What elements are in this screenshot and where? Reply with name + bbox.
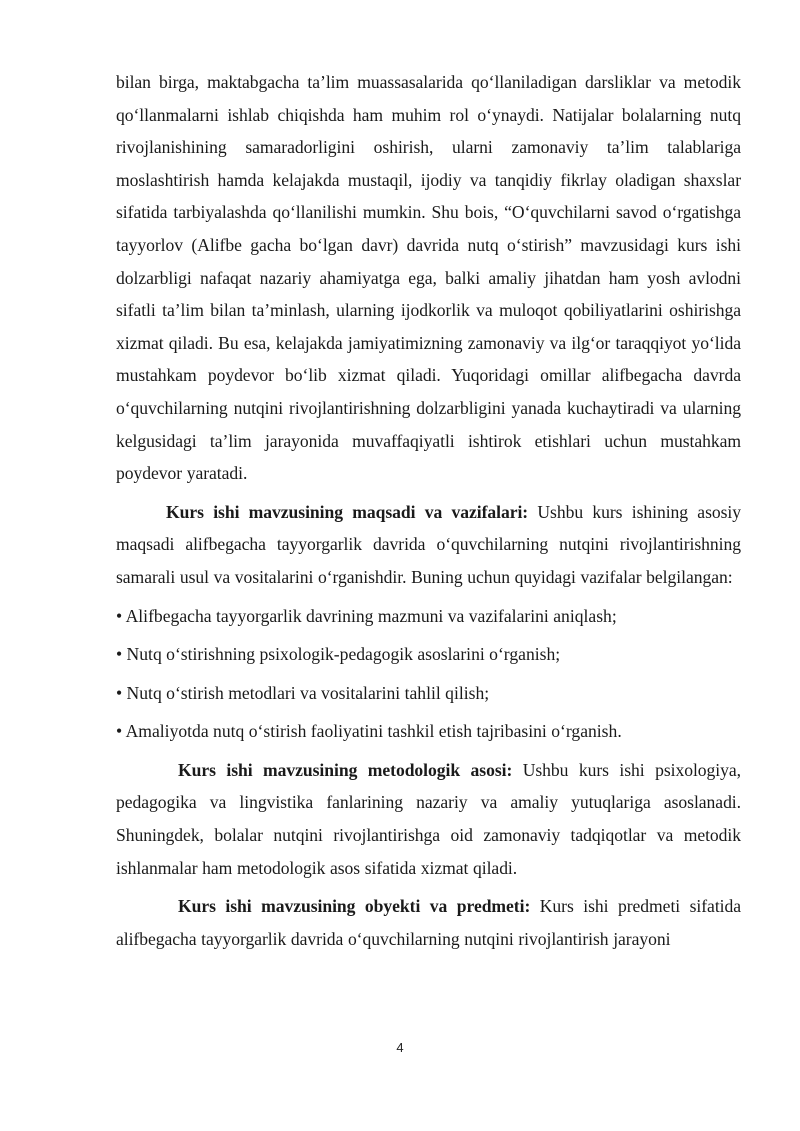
bullet-item: • Amaliyotda nutq o‘stirish faoliyatini tashkil etish tajribasini o‘rganish. <box>116 721 622 742</box>
object-paragraph <box>116 890 741 955</box>
goals-text: Ushbu kurs ishining asosiy maqsadi alifbegacha tayyorgarlik davrida o‘quvchilarning nutqini rivojlantirishning samarali usul va vositalarini o‘rganishdir. Buning uchun quyidagi vazifalar belgilangan: <box>116 501 741 587</box>
bullet-item: • Nutq o‘stirishning psixologik-pedagogik asoslarini o‘rganish; <box>116 644 561 665</box>
document-page <box>116 66 741 955</box>
methodology-text: Ushbu kurs ishi psixologiya, pedagogika va lingvistika fanlarining nazariy va amaliy yutuqlariga asoslanadi. Shuningdek, bolalar nutqini rivojlantirishga oid zamonaviy tadqiqotlar va metodik ishlanmalar ham metodologik asos sifatida xizmat qiladi. <box>116 759 741 878</box>
goals-heading: Kurs ishi mavzusining maqsadi va vazifalari: <box>166 501 529 522</box>
object-text: Kurs ishi predmeti sifatida alifbegacha tayyorgarlik davrida o‘quvchilarning nutqini rivojlantirish jarayoni <box>116 896 741 949</box>
page-number: 4 <box>396 1040 404 1055</box>
bullet-item: • Nutq o‘stirish metodlari va vositalarini tahlil qilish; <box>116 682 490 703</box>
object-heading: Kurs ishi mavzusining obyekti va predmeti: <box>178 896 531 917</box>
goals-paragraph <box>116 496 741 594</box>
bullet-item: • Alifbegacha tayyorgarlik davrining mazmuni va vazifalarini aniqlash; <box>116 605 617 626</box>
methodology-paragraph <box>116 754 741 884</box>
methodology-heading: Kurs ishi mavzusining metodologik asosi: <box>178 759 513 780</box>
intro-paragraph: bilan birga, maktabgacha ta’lim muassasalarida qo‘llaniladigan darsliklar va metodik qo‘llanmalarni ishlab chiqishda ham muhim rol o‘ynaydi. Natijalar bolalarning nutq rivojlanishining samaradorligini oshirish, ularni zamonaviy ta’lim talablariga moslashtirish hamda kelajakda mustaqil, ijodiy va tanqidiy fikrlay oladigan shaxslar sifatida tarbiyalashda qo‘llanilishi mumkin. Shu bois, “O‘quvchilarni savod o‘rgatishga tayyorlov (Alifbe gacha bo‘lgan davr) davrida nutq o‘stirish” mavzusidagi kurs ishi dolzarbligi nafaqat nazariy ahamiyatga ega, balki amaliy jihatdan ham yosh avlodni sifatli ta’lim bilan ta’minlash, ularning ijodkorlik va muloqot qobiliyatlarini oshirishga xizmat qiladi. Bu esa, kelajakda jamiyatimizning zamonaviy va ilg‘or taraqqiyot yo‘lida mustahkam poydevor bo‘lib xizmat qiladi. Yuqoridagi omillar alifbegacha davrda o‘quvchilarning nutqini rivojlantirishning dolzarbligini yanada kuchaytiradi va ularning kelgusidagi ta’lim jarayonida muvaffaqiyatli ishtirok etishlari uchun mustahkam poydevor yaratadi. <box>116 72 741 484</box>
